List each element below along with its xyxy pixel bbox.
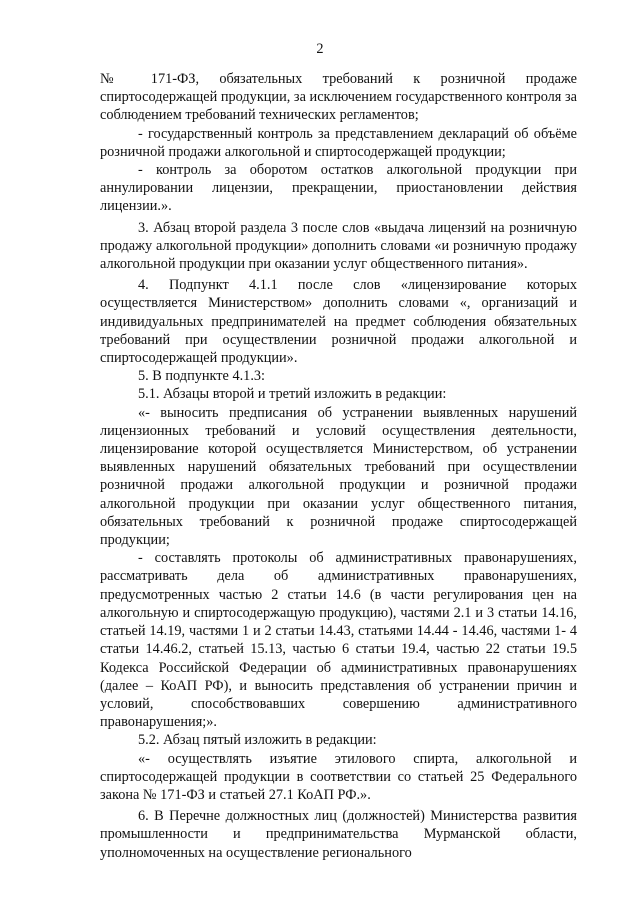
page-number: 2 [316,41,324,57]
paragraph: - государственный контроль за представлением деклараций об объёме розничной продажи алкогольной и спиртосодержащей продукции; [100,125,577,160]
paragraph: 5. В подпункте 4.1.3: [138,368,266,385]
paragraph: 3. Абзац второй раздела 3 после слов «выдача лицензий на розничную продажу алкогольной продукции» дополнить словами «и розничную продажу алкогольной продукции при оказании услуг общественного питания». [100,219,577,273]
paragraph: 4. Подпункт 4.1.1 после слов «лицензирование которых осуществляется Министерством» дополнить словами «, организаций и индивидуальных предпринимателей на предмет соблюдения обязательных требований при осуществлении розничной продажи алкогольной и спиртосодержащей продукции». [100,277,577,367]
paragraph: «- осуществлять изъятие этилового спирта, алкогольной и спиртосодержащей продукции в соответствии со статьей 25 Федерального закона № 171-ФЗ и статьей 27.1 КоАП РФ.». [100,750,577,803]
paragraph: - составлять протоколы об административных правонарушениях, рассматривать дела об административных правонарушениях, предусмотренных частью 2 статьи 14.6 (в части регулирования цен на алкогольную и спиртосодержащую продукцию), частями 2.1 и 3 статьи 14.16, статьей 14.19, частями 1 и 2 статьи 14.43, статьями 14.44 - 14.46, частями 1- 4 статьи 14.46.2, статьей 15.13, частью 6 статьи 19.4, частью 22 статьи 19.5 Кодекса Российской Федерации об административных правонарушениях (далее – КоАП РФ), и выносить представления об устранении причин и условий, способствовавших совершению административного правонарушения;». [100,550,577,731]
paragraph: «- выносить предписания об устранении выявленных нарушений лицензионных требований и условий осуществления деятельности, лицензирование которой осуществляется Министерством, об устранении выявленных нарушений обязательных требований при осуществлении розничной продажи алкогольной продукции и розничной продажи алкогольной продукции при оказании услуг общественного питания, обязательных требований к розничной продаже спиртосодержащей продукции; [100,404,577,549]
paragraph: № 171-ФЗ, обязательных требований к розничной продаже спиртосодержащей продукции, за исключением государственного контроля за соблюдением требований технических регламентов; [100,71,577,124]
paragraph: 6. В Перечне должностных лиц (должностей) Министерства развития промышленности и предпринимательства Мурманской области, уполномоченных на осуществление регионального [100,808,577,861]
document-body [100,70,577,862]
paragraph: - контроль за оборотом остатков алкогольной продукции при аннулировании лицензии, прекращении, приостановлении действия лицензии.». [100,162,577,215]
paragraph: 5.1. Абзацы второй и третий изложить в редакции: [138,386,447,403]
paragraph: 5.2. Абзац пятый изложить в редакции: [138,732,377,749]
